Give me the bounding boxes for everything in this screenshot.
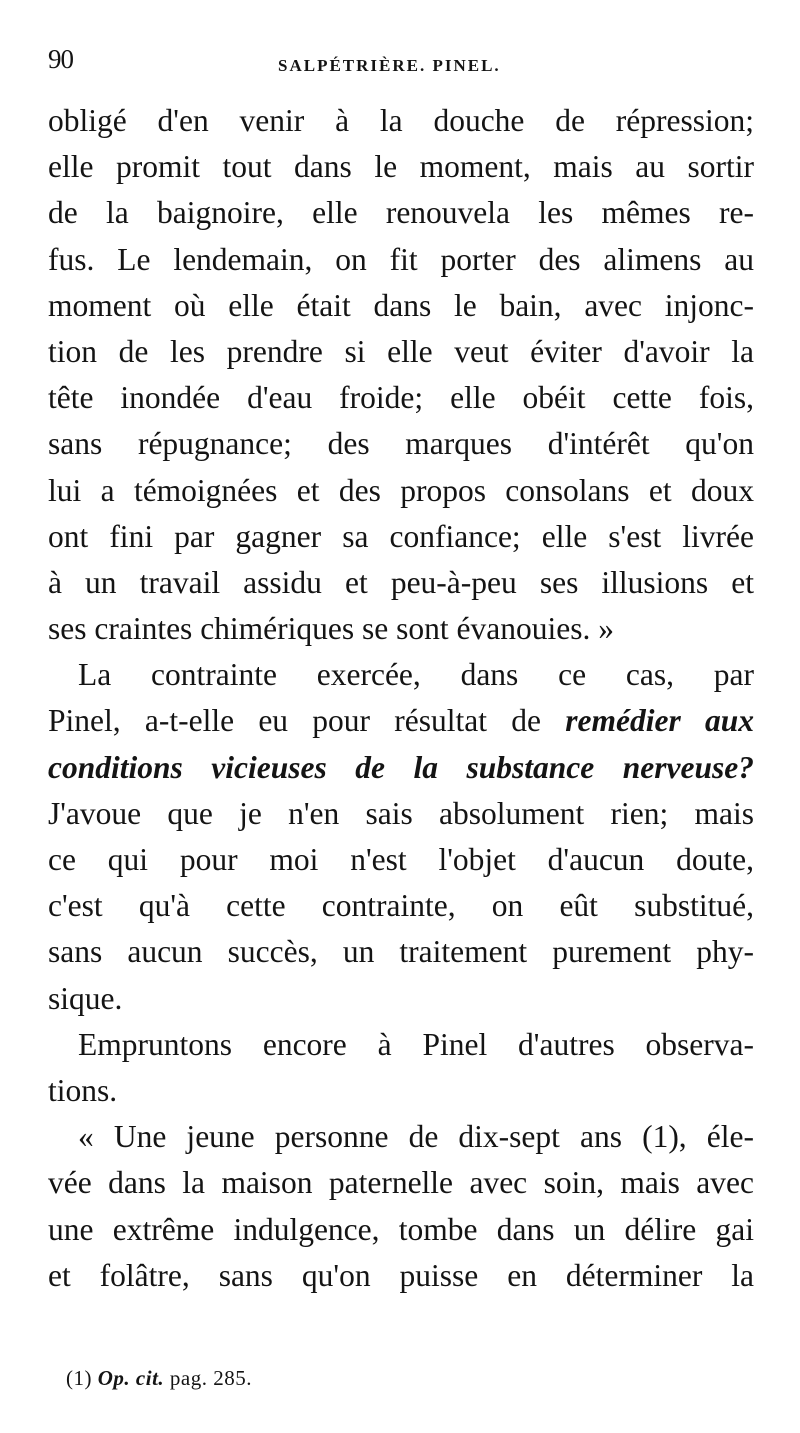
text-line: c'est qu'à cette contrainte, on eût substitué,: [48, 888, 754, 924]
text-line: tête inondée d'eau froide; elle obéit cette fois,: [48, 380, 754, 416]
text-line: sans aucun succès, un traitement purement phy-: [48, 934, 754, 970]
text-line: elle promit tout dans le moment, mais au sortir: [48, 149, 754, 185]
emphasis-line: conditions vicieuses de la substance nerveuse?: [48, 749, 754, 785]
footnote-page: pag. 285.: [169, 1366, 252, 1390]
text-line-with-emphasis: [48, 698, 754, 744]
text-line: lui a témoignées et des propos consolans et doux: [48, 472, 754, 508]
text-line: ses craintes chimériques se sont évanouies. »: [48, 611, 614, 647]
paragraph-start-line: Empruntons encore à Pinel d'autres observa-: [78, 1026, 754, 1062]
text-line: J'avoue que je n'en sais absolument rien; mais: [48, 795, 754, 831]
text-line: vée dans la maison paternelle avec soin, mais avec: [48, 1165, 754, 1201]
text-line: ont fini par gagner sa confiance; elle s'est livrée: [48, 518, 754, 554]
paragraph-start-line: « Une jeune personne de dix-sept ans (1), éle-: [78, 1119, 754, 1155]
page-header: [48, 44, 752, 84]
text-line: ce qui pour moi n'est l'objet d'aucun doute,: [48, 842, 754, 877]
text-line: obligé d'en venir à la douche de répression;: [48, 103, 754, 138]
paragraph-start-line: La contrainte exercée, dans ce cas, par: [78, 657, 754, 693]
text-run: Pinel, a-t-elle eu pour résultat de: [48, 703, 566, 739]
page-number: 90: [48, 44, 73, 74]
text-line: et folâtre, sans qu'on puisse en déterminer la: [48, 1257, 754, 1293]
text-line: une extrême indulgence, tombe dans un délire gai: [48, 1211, 754, 1247]
emphasis-text: remédier aux: [565, 703, 755, 739]
text-line: de la baignoire, elle renouvela les mêmes re-: [48, 195, 754, 231]
text-line: sans répugnance; des marques d'intérêt qu'on: [48, 426, 754, 462]
text-line: à un travail assidu et peu-à-peu ses illusions et: [48, 564, 754, 600]
footnote-marker: (1): [66, 1366, 92, 1390]
text-line: sique.: [48, 980, 123, 1016]
footnote-citation: Op. cit.: [97, 1366, 165, 1390]
text-line: fus. Le lendemain, on fit porter des alimens au: [48, 241, 754, 277]
running-head: SALPÉTRIÈRE. PINEL.: [278, 56, 501, 75]
text-line: tion de les prendre si elle veut éviter d'avoir la: [48, 333, 754, 369]
footnote: [66, 1366, 252, 1391]
body-text: [48, 98, 754, 1299]
text-line: moment où elle était dans le bain, avec injonc-: [48, 287, 754, 323]
text-line: tions.: [48, 1072, 118, 1108]
